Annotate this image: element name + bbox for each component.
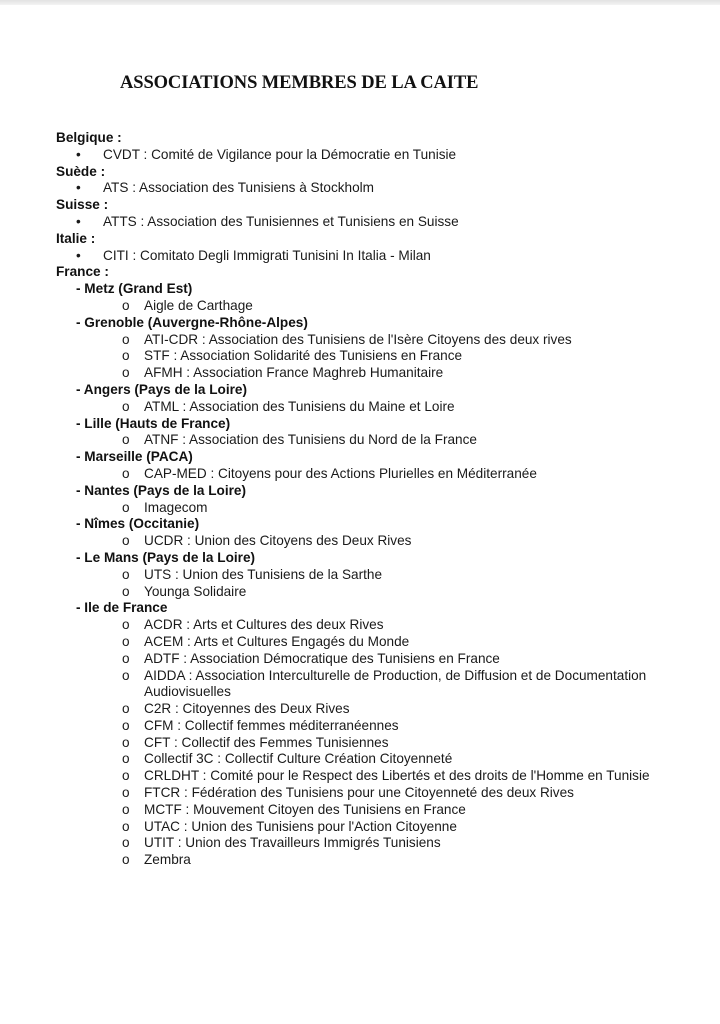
circle-bullet-icon: o xyxy=(122,701,130,717)
association-text: AFMH : Association France Maghreb Humanitaire xyxy=(144,365,444,381)
list-item xyxy=(56,835,720,852)
document-body xyxy=(56,130,720,869)
list-item xyxy=(56,298,720,315)
list-item xyxy=(56,768,720,785)
circle-bullet-icon: o xyxy=(122,533,130,549)
circle-bullet-icon: o xyxy=(122,751,130,767)
circle-bullet-icon: o xyxy=(122,348,130,364)
city-heading: - Grenoble (Auvergne-Rhône-Alpes) xyxy=(76,314,308,330)
association-text: Collectif 3C : Collectif Culture Création Citoyenneté xyxy=(144,751,453,767)
list-item xyxy=(56,432,720,449)
city-heading: - Ile de France xyxy=(76,600,168,616)
circle-bullet-icon: o xyxy=(122,768,130,784)
bullet-icon: • xyxy=(76,247,81,263)
city-heading: - Angers (Pays de la Loire) xyxy=(76,381,247,397)
circle-bullet-icon: o xyxy=(122,583,130,599)
association-text: AIDDA : Association Interculturelle de Production, de Diffusion et de Documentation Audiovisuelles xyxy=(144,667,647,700)
country-section xyxy=(56,231,720,265)
association-text: ATI-CDR : Association des Tunisiens de l'Isère Citoyens des deux rives xyxy=(144,331,572,347)
association-text: CITI : Comitato Degli Immigrati Tunisini In Italia - Milan xyxy=(103,247,431,263)
top-edge xyxy=(0,0,720,5)
circle-bullet-icon: o xyxy=(122,801,130,817)
country-heading: France : xyxy=(56,264,109,280)
association-text: CAP-MED : Citoyens pour des Actions Plurielles en Méditerranée xyxy=(144,465,537,481)
circle-bullet-icon: o xyxy=(122,818,130,834)
bullet-icon: • xyxy=(76,213,81,229)
list-item xyxy=(56,617,720,634)
city-section xyxy=(56,600,720,869)
country-section xyxy=(56,164,720,198)
city-heading: - Nîmes (Occitanie) xyxy=(76,516,200,532)
circle-bullet-icon: o xyxy=(122,667,130,683)
association-text: Younga Solidaire xyxy=(144,583,247,599)
association-text: ACDR : Arts et Cultures des deux Rives xyxy=(144,617,384,633)
list-item xyxy=(56,701,720,718)
association-text: ATNF : Association des Tunisiens du Nord de la France xyxy=(144,432,477,448)
list-item xyxy=(56,668,720,702)
list-item xyxy=(56,214,720,231)
list-item xyxy=(56,785,720,802)
association-text: C2R : Citoyennes des Deux Rives xyxy=(144,701,350,717)
circle-bullet-icon: o xyxy=(122,331,130,347)
city-section xyxy=(56,516,720,550)
circle-bullet-icon: o xyxy=(122,785,130,801)
list-item xyxy=(56,852,720,869)
circle-bullet-icon: o xyxy=(122,650,130,666)
association-text: ATTS : Association des Tunisiennes et Tunisiens en Suisse xyxy=(103,213,459,229)
association-text: UCDR : Union des Citoyens des Deux Rives xyxy=(144,533,412,549)
country-section xyxy=(56,197,720,231)
association-text: ADTF : Association Démocratique des Tunisiens en France xyxy=(144,650,500,666)
circle-bullet-icon: o xyxy=(122,717,130,733)
circle-bullet-icon: o xyxy=(122,465,130,481)
country-heading: Belgique : xyxy=(56,130,122,145)
list-item xyxy=(56,399,720,416)
list-item xyxy=(56,466,720,483)
list-item xyxy=(56,500,720,517)
list-item xyxy=(56,147,720,164)
association-text: Imagecom xyxy=(144,499,208,515)
city-heading: - Marseille (PACA) xyxy=(76,449,193,465)
country-heading: Italie : xyxy=(56,230,96,246)
association-text: STF : Association Solidarité des Tunisiens en France xyxy=(144,348,463,364)
city-section xyxy=(56,483,720,517)
circle-bullet-icon: o xyxy=(122,398,130,414)
association-text: FTCR : Fédération des Tunisiens pour une Citoyenneté des deux Rives xyxy=(144,785,574,801)
association-text: UTS : Union des Tunisiens de la Sarthe xyxy=(144,566,383,582)
association-text: MCTF : Mouvement Citoyen des Tunisiens en France xyxy=(144,801,466,817)
association-text: UTAC : Union des Tunisiens pour l'Action Citoyenne xyxy=(144,818,457,834)
city-heading: - Nantes (Pays de la Loire) xyxy=(76,482,246,498)
list-item xyxy=(56,567,720,584)
circle-bullet-icon: o xyxy=(122,734,130,750)
circle-bullet-icon: o xyxy=(122,852,130,868)
association-text: CFT : Collectif des Femmes Tunisiennes xyxy=(144,734,389,750)
list-item xyxy=(56,802,720,819)
list-item xyxy=(56,651,720,668)
list-item xyxy=(56,180,720,197)
city-section xyxy=(56,416,720,450)
france-section xyxy=(56,264,720,869)
association-text: CFM : Collectif femmes méditerranéennes xyxy=(144,717,399,733)
circle-bullet-icon: o xyxy=(122,297,130,313)
city-heading: - Metz (Grand Est) xyxy=(76,281,193,297)
circle-bullet-icon: o xyxy=(122,617,130,633)
city-section xyxy=(56,550,720,600)
city-section xyxy=(56,382,720,416)
list-item xyxy=(56,751,720,768)
city-list xyxy=(56,281,720,869)
list-item xyxy=(56,634,720,651)
page-title: ASSOCIATIONS MEMBRES DE LA CAITE xyxy=(120,73,479,93)
circle-bullet-icon: o xyxy=(122,633,130,649)
city-heading: - Lille (Hauts de France) xyxy=(76,415,231,431)
list-item xyxy=(56,348,720,365)
association-text: CVDT : Comité de Vigilance pour la Démocratie en Tunisie xyxy=(103,146,457,162)
bullet-icon: • xyxy=(76,180,81,196)
association-text: UTIT : Union des Travailleurs Immigrés Tunisiens xyxy=(144,835,441,851)
association-text: CRLDHT : Comité pour le Respect des Libertés et des droits de l'Homme en Tunisie xyxy=(144,768,650,784)
list-item xyxy=(56,735,720,752)
bullet-icon: • xyxy=(76,146,81,162)
country-heading: Suède : xyxy=(56,163,106,179)
list-item xyxy=(56,819,720,836)
list-item xyxy=(56,718,720,735)
list-item xyxy=(56,365,720,382)
list-item xyxy=(56,533,720,550)
association-text: ATML : Association des Tunisiens du Maine et Loire xyxy=(144,398,455,414)
city-heading: - Le Mans (Pays de la Loire) xyxy=(76,549,256,565)
list-item xyxy=(56,584,720,601)
circle-bullet-icon: o xyxy=(122,835,130,851)
association-text: ATS : Association des Tunisiens à Stockholm xyxy=(103,180,374,196)
circle-bullet-icon: o xyxy=(122,365,130,381)
country-heading: Suisse : xyxy=(56,197,109,213)
country-section xyxy=(56,130,720,164)
circle-bullet-icon: o xyxy=(122,432,130,448)
association-text: ACEM : Arts et Cultures Engagés du Monde xyxy=(144,633,410,649)
list-item xyxy=(56,248,720,265)
circle-bullet-icon: o xyxy=(122,566,130,582)
city-section xyxy=(56,449,720,483)
city-section xyxy=(56,281,720,315)
circle-bullet-icon: o xyxy=(122,499,130,515)
association-text: Zembra xyxy=(144,852,191,868)
association-text: Aigle de Carthage xyxy=(144,297,253,313)
city-section xyxy=(56,315,720,382)
list-item xyxy=(56,332,720,349)
